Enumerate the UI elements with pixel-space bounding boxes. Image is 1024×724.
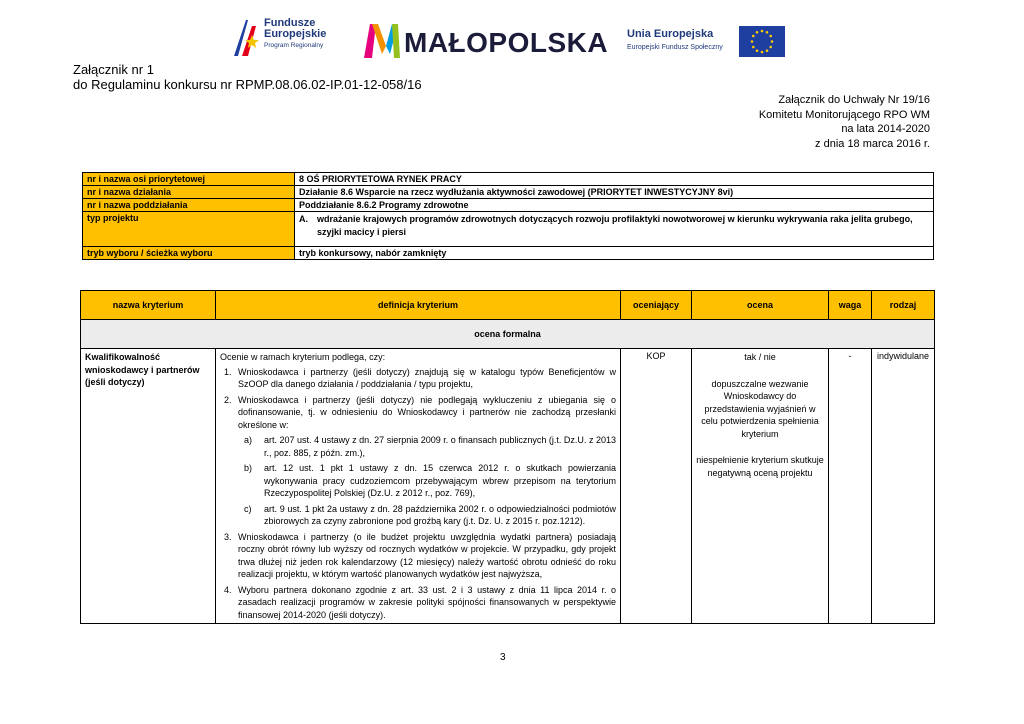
item-number: 3. bbox=[224, 531, 232, 542]
fe-star-icon bbox=[232, 18, 262, 58]
project-type-marker: A. bbox=[299, 214, 308, 224]
info-label: typ projektu bbox=[83, 212, 295, 247]
info-row-action bbox=[83, 186, 934, 199]
ue-line1: Unia Europejska bbox=[627, 28, 714, 40]
date-line: z dnia 18 marca 2016 r. bbox=[815, 137, 930, 150]
item-text: Wyboru partnera dokonano zgodnie z art. 33 ust. 2 i 3 ustawy z dnia 11 lipca 2014 r. o zasadach realizacji programów w zakresie polityki spójności finansowanych w perspektywie finansowej 2014-2020 (jeśli dotyczy). bbox=[238, 584, 616, 620]
info-row-mode bbox=[83, 247, 934, 260]
rating-main: tak / nie bbox=[744, 352, 776, 362]
criterion-weight: - bbox=[829, 349, 872, 624]
definition-item bbox=[220, 394, 616, 432]
info-value: Poddziałanie 8.6.2 Programy zdrowotne bbox=[295, 199, 934, 212]
info-row-subaction bbox=[83, 199, 934, 212]
definition-item bbox=[220, 366, 616, 391]
info-row-project-type bbox=[83, 212, 934, 247]
col-header-assessor: oceniający bbox=[621, 291, 692, 320]
criteria-row bbox=[81, 349, 935, 624]
info-value-project-type bbox=[295, 212, 934, 247]
unia-europejska-logo bbox=[627, 26, 787, 58]
info-label: nr i nazwa osi priorytetowej bbox=[83, 173, 295, 186]
fe-line3: Program Regionalny bbox=[264, 42, 324, 49]
item-text: Wnioskodawca i partnerzy (o ile budżet projektu uwzględnia wydatki partnera) posiadają roczny obrót równy lub wyższy od rocznych wydatków w projekcie. W przypadku, gdy projekt trwa dłużej niż jeden rok kalendarzowy (12 miesięcy) należy wartość obrotu odnieść do roku realizacji projektu, w którym wartość planowanych wydatków jest najwyższa, bbox=[238, 531, 616, 579]
criterion-definition bbox=[216, 349, 621, 624]
committee-line: Komitetu Monitorującego RPO WM bbox=[758, 108, 930, 121]
section-formal: ocena formalna bbox=[81, 320, 935, 349]
fundusze-europejskie-logo bbox=[232, 18, 342, 60]
eu-flag-icon bbox=[739, 26, 785, 57]
col-header-name: nazwa kryterium bbox=[81, 291, 216, 320]
project-info-table bbox=[82, 172, 934, 260]
info-value: Działanie 8.6 Wsparcie na rzecz wydłużania aktywności zawodowej (PRIORYTET INWESTYCYJNY 8vi) bbox=[295, 186, 934, 199]
criteria-header-row bbox=[81, 291, 935, 320]
rating-note-negative: niespełnienie kryterium skutkuje negatywną oceną projektu bbox=[696, 455, 824, 478]
annex-title: Załącznik nr 1 bbox=[73, 62, 154, 77]
project-type-text: wdrażanie krajowych programów zdrowotnych dotyczących rozwoju profilaktyki nowotworowej w kierunku wykrywania raka jelita grubego, szyjki macicy i piersi bbox=[317, 214, 913, 237]
subitem-text: art. 207 ust. 4 ustawy z dn. 27 sierpnia 2009 r. o finansach publicznych (j.t. Dz.U. z 2013 r., poz. 885, z późn. zm.), bbox=[264, 435, 616, 458]
ue-line2: Europejski Fundusz Społeczny bbox=[627, 44, 723, 51]
malopolska-logo bbox=[364, 24, 609, 60]
subitem-letter: c) bbox=[244, 503, 252, 514]
item-text: Wnioskodawca i partnerzy (jeśli dotyczy) znajdują się w katalogu typów Beneficjentów w SzOOP dla danego działania / poddziałania / typu projektu, bbox=[238, 366, 616, 389]
criterion-name: Kwalifikowalność wnioskodawcy i partnerów (jeśli dotyczy) bbox=[81, 349, 216, 624]
subitem-text: art. 9 ust. 1 pkt 2a ustawy z dn. 28 października 2002 r. o odpowiedzialności podmiotów zbiorowych za czyny zabronione pod groźbą kary (j.t. Dz. U. z 2015 r. poz.1212). bbox=[264, 503, 616, 526]
rating-note-call: dopuszczalne wezwanie Wnioskodawcy do przedstawienia wyjaśnień w celu potwierdzenia spełnienia kryterium bbox=[701, 378, 819, 439]
malopolska-text: MAŁOPOLSKA bbox=[404, 27, 609, 58]
subitem-letter: b) bbox=[244, 463, 253, 473]
item-text: Wnioskodawca i partnerzy (jeśli dotyczy) nie podlegają wykluczeniu z ubiegania się o dofinansowanie, tj. w odniesieniu do Wnioskodawcy i partnerów nie zachodzą przesłanki określone w: bbox=[238, 394, 616, 430]
page-number: 3 bbox=[500, 652, 506, 663]
item-number: 2. bbox=[224, 394, 232, 405]
criterion-rating bbox=[692, 349, 829, 624]
subitem-letter: a) bbox=[244, 435, 253, 445]
definition-subitem bbox=[220, 462, 616, 500]
resolution-line: Załącznik do Uchwały Nr 19/16 bbox=[778, 94, 930, 106]
section-row bbox=[81, 320, 935, 349]
malopolska-m-icon bbox=[364, 24, 400, 58]
annex-regulation: do Regulaminu konkursu nr RPMP.08.06.02-IP.01-12-058/16 bbox=[73, 77, 422, 92]
criterion-assessor: KOP bbox=[621, 349, 692, 624]
definition-intro: Ocenie w ramach kryterium podlega, czy: bbox=[220, 352, 386, 362]
item-number: 1. bbox=[224, 366, 232, 377]
definition-subitem bbox=[220, 434, 616, 459]
info-label: nr i nazwa poddziałania bbox=[83, 199, 295, 212]
definition-item bbox=[220, 531, 616, 581]
col-header-type: rodzaj bbox=[872, 291, 935, 320]
col-header-weight: waga bbox=[829, 291, 872, 320]
criteria-table bbox=[80, 290, 935, 624]
criterion-type: indywidulane bbox=[872, 349, 935, 624]
info-label: nr i nazwa działania bbox=[83, 186, 295, 199]
col-header-definition: definicja kryterium bbox=[216, 291, 621, 320]
info-row-axis bbox=[83, 173, 934, 186]
info-value: 8 OŚ PRIORYTETOWA RYNEK PRACY bbox=[295, 173, 934, 186]
col-header-rating: ocena bbox=[692, 291, 829, 320]
years-line: na lata 2014-2020 bbox=[841, 123, 930, 135]
fe-line1: Fundusze bbox=[264, 17, 316, 29]
info-label: tryb wyboru / ścieżka wyboru bbox=[83, 247, 295, 260]
definition-item bbox=[220, 584, 616, 622]
subitem-text: art. 12 ust. 1 pkt 1 ustawy z dn. 15 czerwca 2012 r. o skutkach powierzania wykonywania pracy cudzoziemcom przebywającym wbrew przepisom na terytorium Rzeczypospolitej Polskiej (Dz.U. z 2012 r., poz. 769), bbox=[264, 463, 616, 498]
annex-header-left bbox=[73, 62, 422, 92]
info-value: tryb konkursowy, nabór zamknięty bbox=[295, 247, 934, 260]
definition-subitem bbox=[220, 503, 616, 528]
annex-header-right bbox=[759, 93, 930, 151]
fe-line2: Europejskie bbox=[264, 28, 327, 40]
item-number: 4. bbox=[224, 584, 232, 595]
